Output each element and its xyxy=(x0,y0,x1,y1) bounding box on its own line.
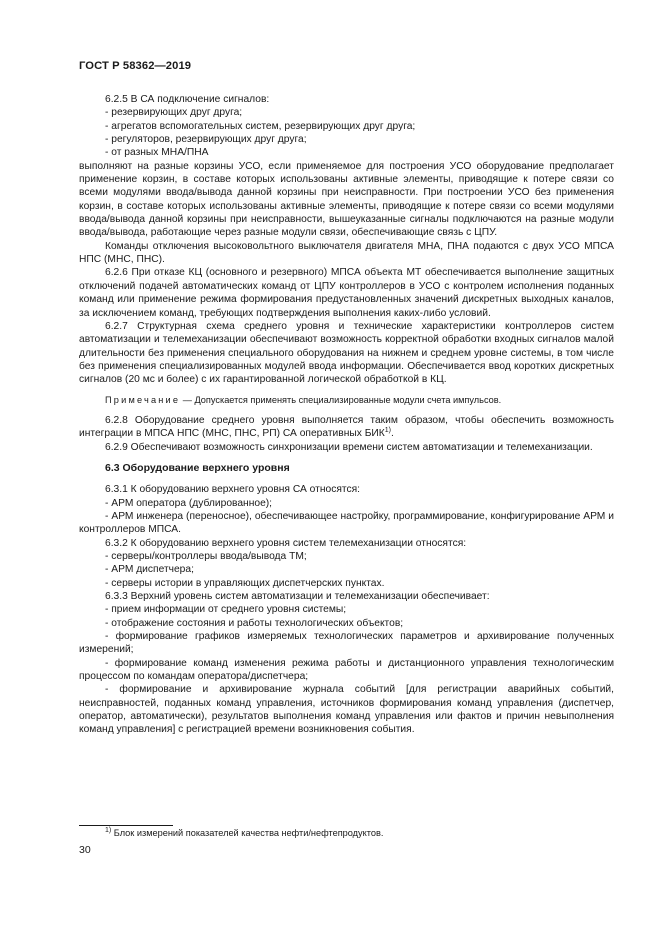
footnote-mark: 1) xyxy=(105,827,112,834)
section-title: 6.3 Оборудование верхнего уровня xyxy=(105,461,290,474)
footnote xyxy=(105,828,383,838)
footnote-divider xyxy=(79,825,173,826)
page-content xyxy=(79,93,614,737)
list-item: - от разных МНА/ПНА xyxy=(105,147,209,159)
note-text: Допускается применять специализированные модули счета импульсов. xyxy=(194,394,502,405)
list-item: - регуляторов, резервирующих друг друга; xyxy=(105,134,307,146)
paragraph: 6.3.1 К оборудованию верхнего уровня СА относятся: xyxy=(105,484,360,496)
list-item: - АРМ оператора (дублированное); xyxy=(105,497,273,509)
paragraph: 6.3.3 Верхний уровень систем автоматизации и телемеханизации обеспечивает: xyxy=(105,591,490,603)
paragraph xyxy=(79,414,614,441)
list-item: - отображение состояния и работы технологических объектов; xyxy=(105,617,404,629)
footnote-ref: 1) xyxy=(384,427,391,435)
list-item: - прием информации от среднего уровня системы; xyxy=(105,604,347,616)
paragraph: выполняют на разные корзины УСО, если применяемое для построения УСО оборудование предполагает применение корзин, в составе которых использованы активные элементы, приводящие к потере связи со всеми модулями ввода/вывода данной корзины при неисправности. При построении УСО без применения корзин, в составе которых использованы активные элементы, приводящие к потере связи со всеми модулями ввода/вывода данной корзины при неисправности, вышеуказанные сигналы подключаются на разные модули ввода/вывода, работающие через разные модули связи, обеспечивающие связь с ЦПУ. xyxy=(79,160,614,239)
paragraph: Команды отключения высоковольтного выключателя двигателя МНА, ПНА подаются с двух УСО МПСА НПС (МНС, ПНС). xyxy=(79,240,614,266)
paragraph: 6.3.2 К оборудованию верхнего уровня систем телемеханизации относятся: xyxy=(105,537,467,549)
note xyxy=(79,394,614,407)
paragraph-text: 6.2.8 Оборудование среднего уровня выполняется таким образом, чтобы обеспечить возможность интеграции в МПСА НПС (МНС, ПНС, РП) СА оперативных БИК xyxy=(79,414,614,440)
list-item: - резервирующих друг друга; xyxy=(105,107,243,119)
list-item: - формирование графиков измеряемых технологических параметров и архивирование полученных измерений; xyxy=(79,631,614,656)
page-number: 30 xyxy=(79,844,91,856)
list-item: - формирование и архивирование журнала событий [для регистрации аварийных событий, неисправностей, поданных команд управления, источников формирования команд управления (диспетчер, оператор, автоматически), результатов выполнения команд управления или фактов и причин невыполнения команд управления] с регистрацией времени возникновения события. xyxy=(79,684,614,736)
paragraph: 6.2.9 Обеспечивают возможность синхронизации времени систем автоматизации и телемеханизации. xyxy=(105,441,593,453)
paragraph: 6.2.5 В СА подключение сигналов: xyxy=(105,94,270,105)
document-header: ГОСТ Р 58362—2019 xyxy=(79,60,192,72)
paragraph: 6.2.6 При отказе КЦ (основного и резервного) МПСА объекта МТ обеспечивается выполнение защитных отключений подачей автоматических команд от ЦПУ контроллеров в УСО с контролем исполнения поданных команд или применение режима формирования предустановленных значений дискретных выходных каналов, за исключением команд, требующих подтверждения выполнения каких-либо условий. xyxy=(79,267,614,319)
list-item: - серверы истории в управляющих диспетчерских пунктах. xyxy=(105,577,385,589)
paragraph: 6.2.7 Структурная схема среднего уровня и технические характеристики контроллеров систем автоматизации и телемеханизации обеспечивают возможность корректной обработки входных сигналов малой длительности без применения специального оборудования на нижнем и среднем уровне системы, в том числе без применения специализированных модулей ввода информации. Обеспечивается ввод коротких дискретных сигналов (20 мс и более) с их гарантированной логической обработкой в КЦ. xyxy=(79,320,614,386)
note-dash: — xyxy=(180,394,195,405)
list-item: - серверы/контроллеры ввода/вывода ТМ; xyxy=(105,551,307,562)
note-label: Примечание xyxy=(105,394,181,405)
list-item: - формирование команд изменения режима работы и дистанционного управления технологическим процессом по командам оператора/диспетчера; xyxy=(79,657,614,683)
list-item: - агрегатов вспомогательных систем, резервирующих друг друга; xyxy=(105,120,416,132)
list-item: - АРМ инженера (переносное), обеспечивающее настройку, программирование, конфигурирование АРМ и контроллеров МПСА. xyxy=(79,510,614,536)
paragraph-end: . xyxy=(391,428,394,440)
list-item: - АРМ диспетчера; xyxy=(105,564,194,576)
footnote-text: Блок измерений показателей качества нефти/нефтепродуктов. xyxy=(111,828,384,838)
